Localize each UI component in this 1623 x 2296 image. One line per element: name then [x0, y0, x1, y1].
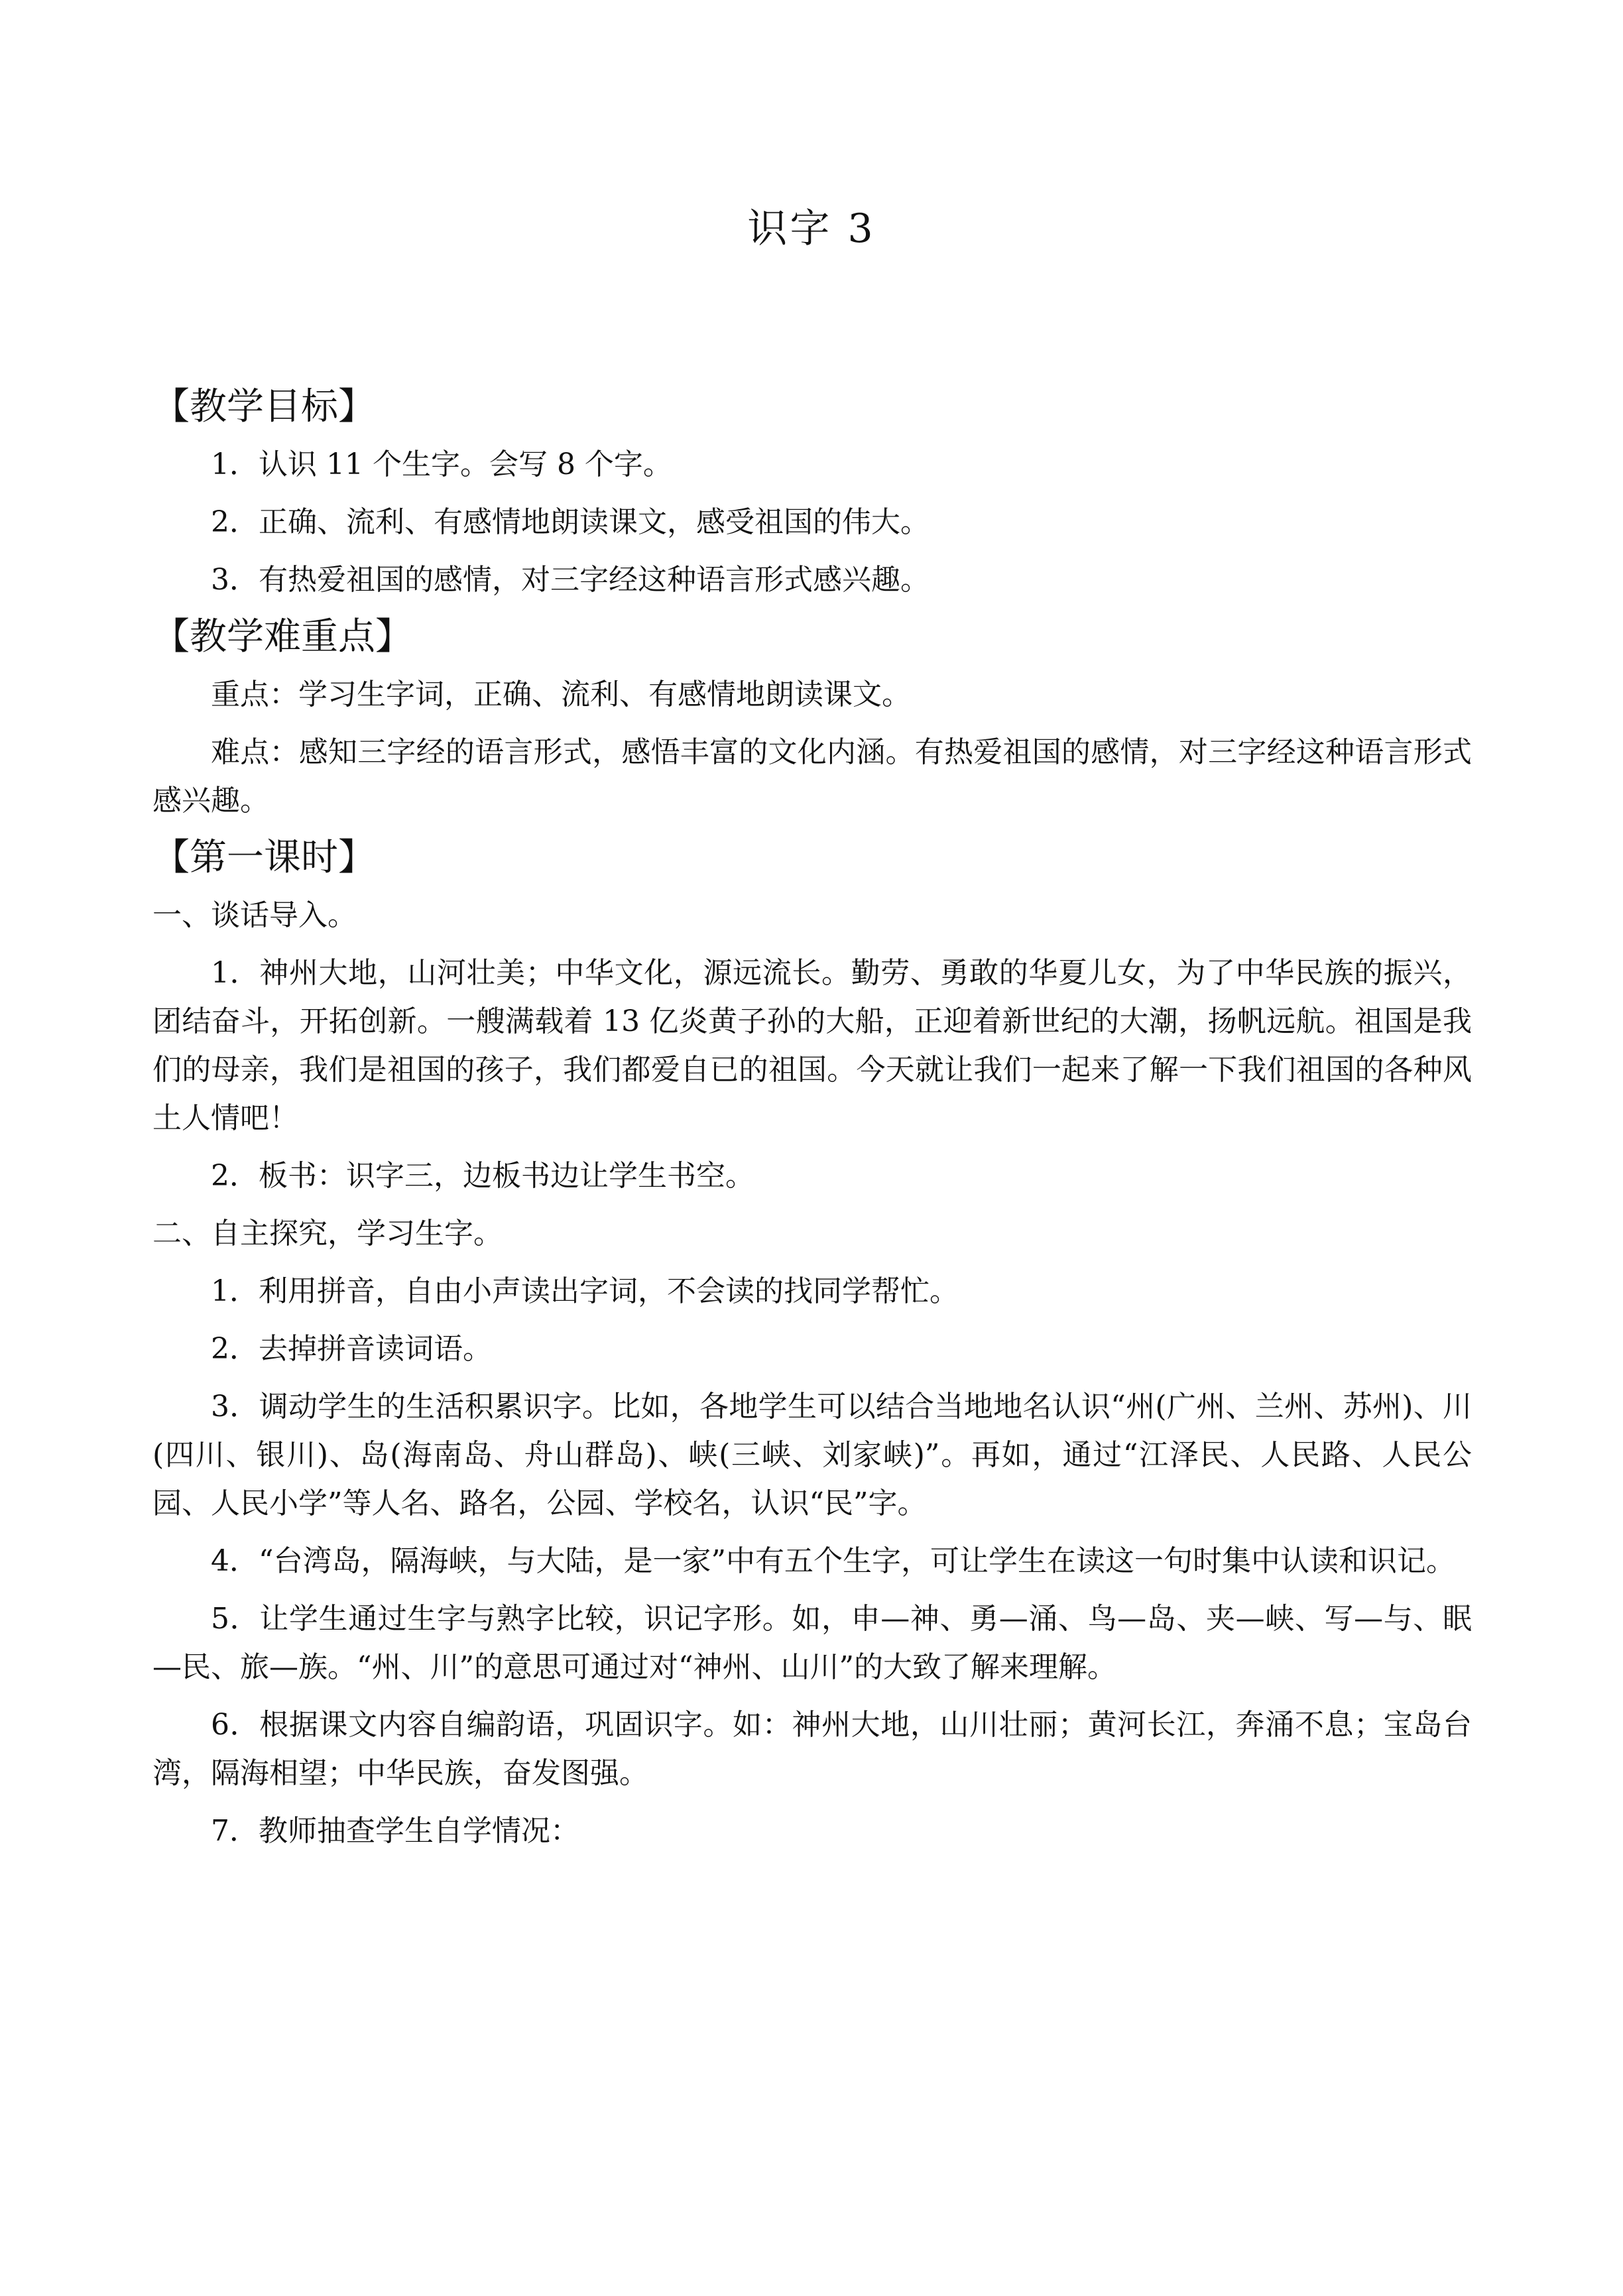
subsection-heading-self-study: 二、自主探究，学习生字。 — [152, 1217, 503, 1250]
self-study-item-7: 7．教师抽查学生自学情况： — [211, 1814, 579, 1848]
section-heading-first-lesson: 【第一课时】 — [152, 836, 375, 879]
key-point-paragraph: 重点：学习生字词，正确、流利、有感情地朗读课文。 — [211, 678, 911, 711]
self-study-item-5: 5．让学生通过生字与熟字比较，识记字形。如，申—神、勇—涌、鸟—岛、夹—峡、写—与、眠—民、旅—族。“州、川”的意思可通过对“神州、山川”的大致了解来理解。 — [152, 1602, 1472, 1684]
document-body — [152, 383, 1472, 1864]
self-study-item-6: 6．根据课文内容自编韵语，巩固识字。如：神州大地，山川壮丽；黄河长江，奔涌不息；宝岛台湾，隔海相望；中华民族，奋发图强。 — [152, 1708, 1472, 1790]
subsection-heading-introduction: 一、谈话导入。 — [152, 898, 357, 932]
self-study-item-1: 1．利用拼音，自由小声读出字词，不会读的找同学帮忙。 — [211, 1274, 959, 1308]
introduction-item-2: 2．板书：识字三，边板书边让学生书空。 — [211, 1159, 754, 1193]
goal-item-1: 1．认识 11 个生字。会写 8 个字。 — [211, 448, 672, 481]
self-study-item-3: 3．调动学生的生活积累识字。比如，各地学生可以结合当地地名认识“州(广州、兰州、苏州)、川(四川、银川)、岛(海南岛、舟山群岛)、峡(三峡、刘家峡)”。再如，通过“江泽民、人民路、人民公园、人民小学”等人名、路名，公园、学校名，认识“民”字。 — [152, 1390, 1472, 1520]
page-title: 识字 3 — [747, 206, 876, 252]
self-study-item-2: 2．去掉拼音读词语。 — [211, 1332, 492, 1366]
section-heading-teaching-goals: 【教学目标】 — [152, 385, 375, 428]
goal-item-2: 2．正确、流利、有感情地朗读课文，感受祖国的伟大。 — [211, 505, 930, 539]
introduction-item-1: 1．神州大地，山河壮美；中华文化，源远流长。勤劳、勇敢的华夏儿女，为了中华民族的振兴，团结奋斗，开拓创新。一艘满载着 13 亿炎黄子孙的大船，正迎着新世纪的大潮，扬帆远航。祖国是我们的母亲，我们是祖国的孩子，我们都爱自已的祖国。今天就让我们一起来了解一下我们祖国的各种风土人情吧！ — [152, 956, 1472, 1135]
goal-item-3: 3．有热爱祖国的感情，对三字经这种语言形式感兴趣。 — [211, 563, 930, 597]
section-heading-key-points: 【教学难重点】 — [152, 615, 412, 658]
difficulty-paragraph: 难点：感知三字经的语言形式，感悟丰富的文化内涵。有热爱祖国的感情，对三字经这种语言形式感兴趣。 — [152, 735, 1472, 817]
self-study-item-4: 4．“台湾岛，隔海峡，与大陆，是一家”中有五个生字，可让学生在读这一句时集中认读和识记。 — [211, 1544, 1455, 1578]
